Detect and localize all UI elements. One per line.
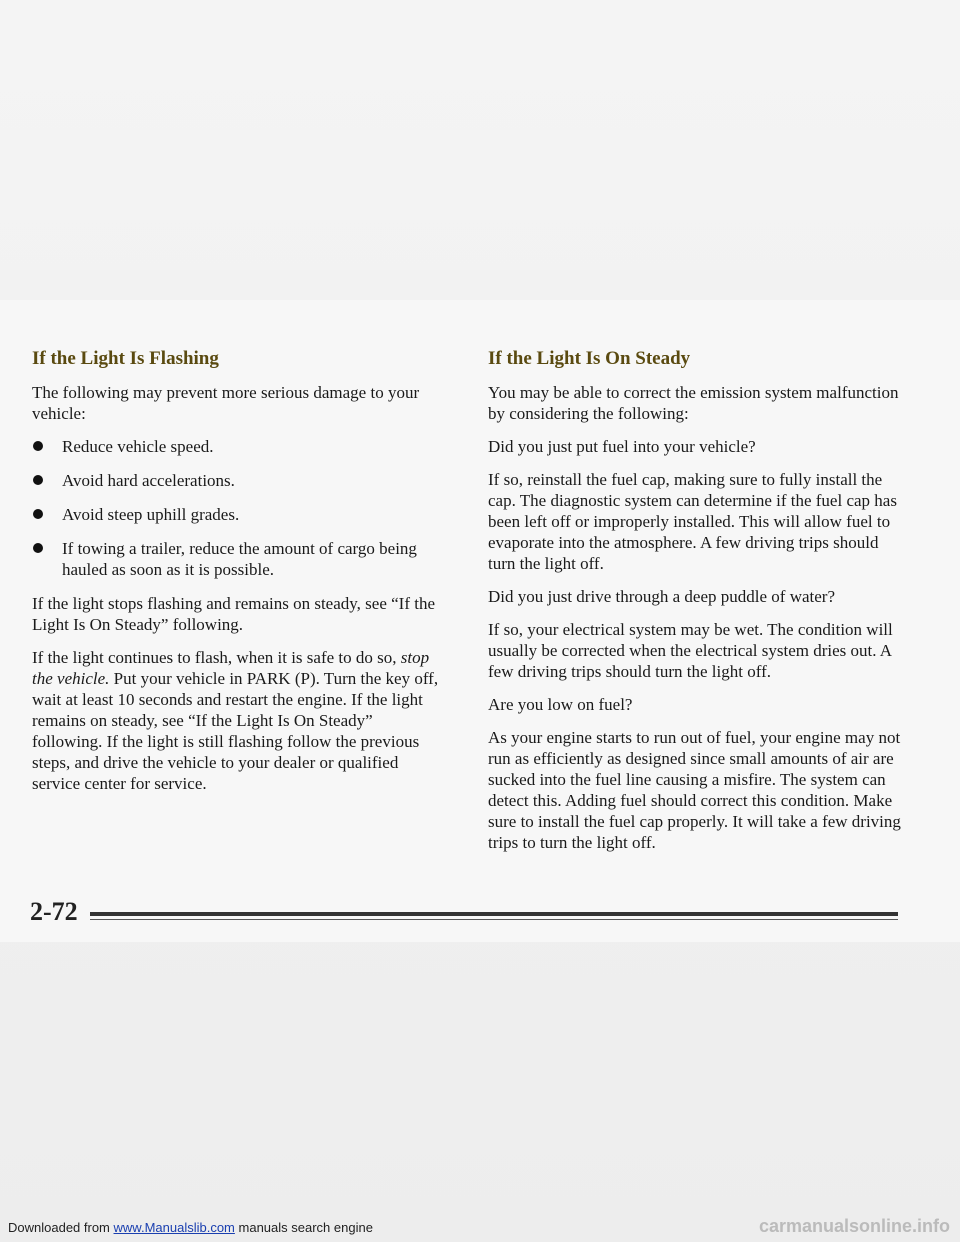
- question-paragraph: Did you just put fuel into your vehicle?: [488, 437, 756, 456]
- question-paragraph: Are you low on fuel?: [488, 695, 633, 714]
- section-heading-steady: If the Light Is On Steady: [488, 348, 691, 369]
- emphasis-text: stop the vehicle.: [32, 648, 430, 688]
- footer-rule-thin: [90, 919, 898, 920]
- paragraph: As your engine starts to run out of fuel, your engine may not run as efficiently as designed since small amounts of air are sucked into the fuel line causing a misfire. The system can detect this. Adding fuel should correct this condition. Make sure to install the fuel cap properly. It will take a few driving trips to turn the light off.: [488, 728, 901, 852]
- paragraph: You may be able to correct the emission system malfunction by considering the following:: [488, 383, 899, 423]
- footer-rule: [90, 912, 898, 916]
- manualslib-link[interactable]: www.Manualslib.com: [113, 1220, 235, 1235]
- bullet-list: [32, 436, 440, 580]
- page-number: 2-72: [30, 897, 78, 926]
- bullet-icon: [33, 441, 43, 451]
- bullet-icon: [33, 475, 43, 485]
- right-column: [488, 347, 902, 865]
- watermark: carmanualsonline.info: [758, 1216, 950, 1236]
- bullet-icon: [33, 509, 43, 519]
- section-heading-flashing: If the Light Is Flashing: [32, 348, 219, 369]
- paragraph: If the light stops flashing and remains on steady, see “If the Light Is On Steady” following.: [32, 594, 436, 634]
- bullet-icon: [33, 543, 43, 553]
- bullet-item: Avoid hard accelerations.: [32, 470, 440, 491]
- question-paragraph: Did you just drive through a deep puddle of water?: [488, 587, 835, 606]
- paragraph: If the light continues to flash, when it is safe to do so, stop the vehicle. Put your vehicle in PARK (P). Turn the key off, wait at least 10 seconds and restart the engine. If the light remains on steady, see “If the Light Is On Steady” following. If the light is still flashing follow the previous steps, and drive the vehicle to your dealer or qualified service center for service.: [32, 648, 439, 793]
- download-footer: Downloaded from www.Manualslib.com manuals search engine: [8, 1220, 373, 1235]
- bullet-item: Avoid steep uphill grades.: [32, 504, 440, 525]
- paragraph: If so, reinstall the fuel cap, making sure to fully install the cap. The diagnostic system can determine if the fuel cap has been left off or improperly installed. This will allow fuel to evaporate into the atmosphere. A few driving trips should turn the light off.: [488, 470, 897, 573]
- intro-paragraph: The following may prevent more serious damage to your vehicle:: [32, 383, 420, 423]
- bullet-item: Reduce vehicle speed.: [32, 436, 440, 457]
- left-column: [32, 347, 440, 806]
- paragraph: If so, your electrical system may be wet. The condition will usually be corrected when the electrical system dries out. A few driving trips should turn the light off.: [488, 620, 893, 681]
- bullet-item: If towing a trailer, reduce the amount of cargo being hauled as soon as it is possible.: [32, 538, 440, 580]
